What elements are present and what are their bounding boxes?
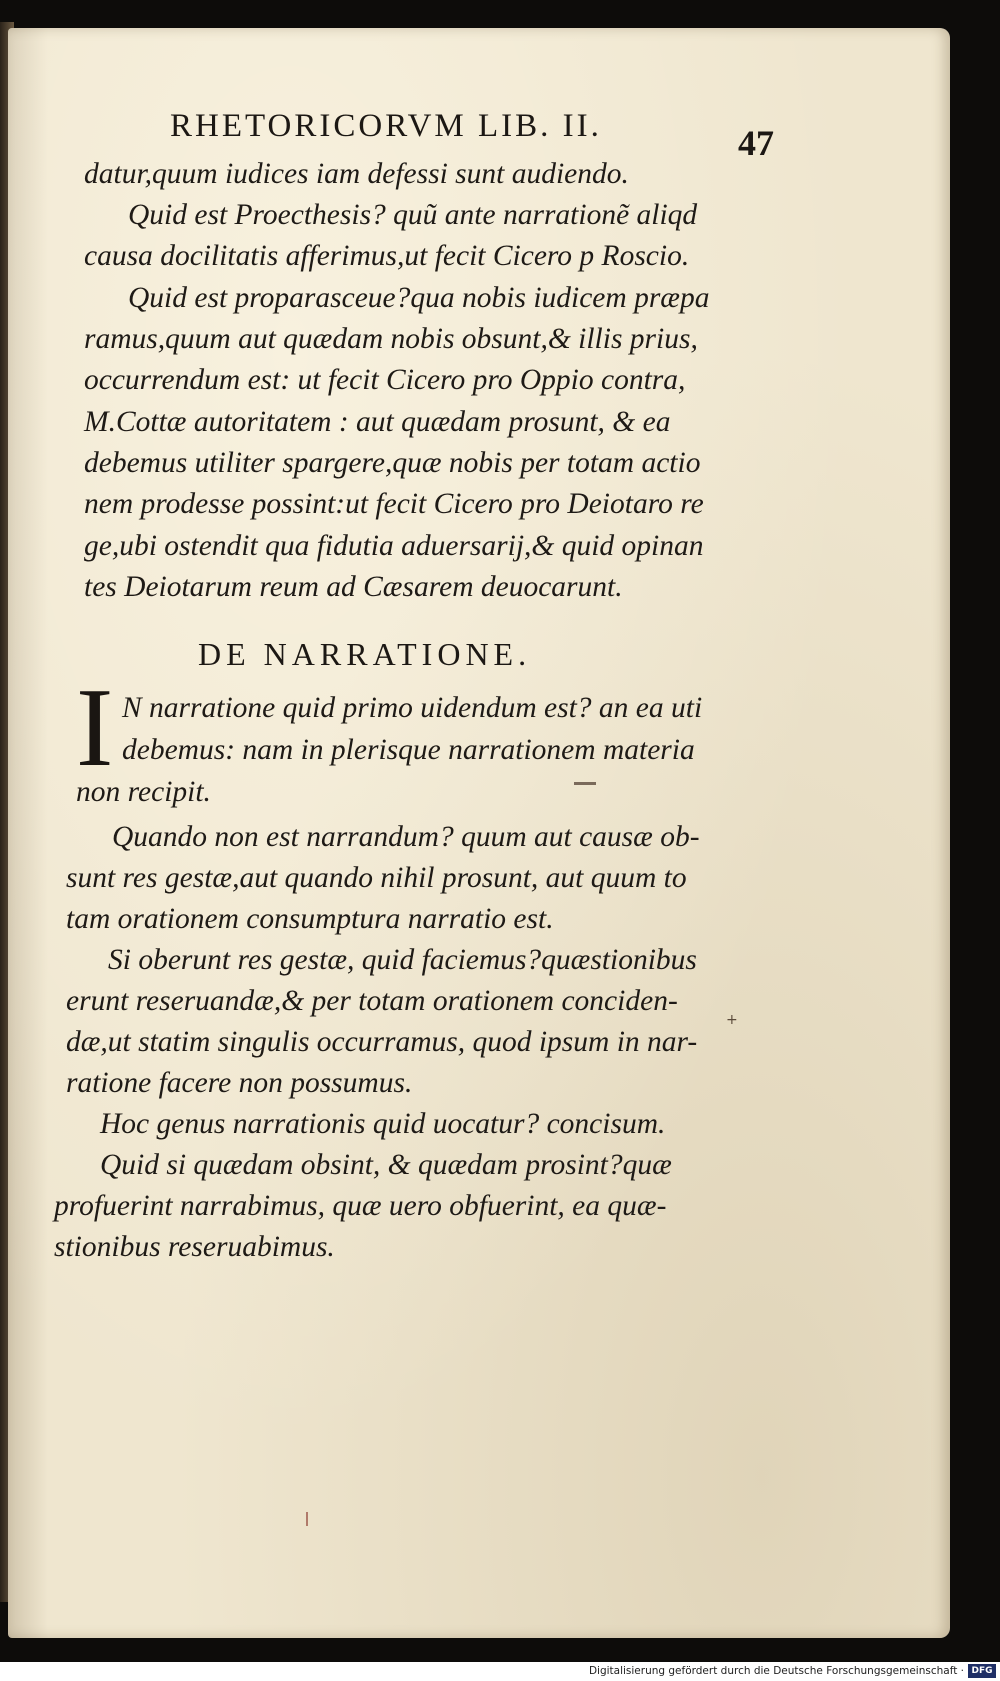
footer-credit: Digitalisierung gefördert durch die Deutsche Forschungsgemeinschaft · — [588, 1665, 964, 1677]
ink-smudge — [574, 782, 596, 785]
text-line: M.Cottæ autoritatem : aut quædam prosunt, & ea — [84, 406, 671, 438]
text-line: ge,ubi ostendit qua fidutia aduersarij,& quid opinan — [84, 530, 704, 562]
section-heading: DE NARRATIONE. — [198, 636, 532, 672]
text-line: erunt reseruandæ,& per totam orationem conciden- — [66, 985, 678, 1017]
text-line: ramus,quum aut quædam nobis obsunt,& illis prius, — [84, 323, 698, 355]
text-line: Si oberunt res gestæ, quid faciemus?quæstionibus — [108, 944, 697, 976]
text-line: nem prodesse possint:ut fecit Cicero pro Deiotaro re — [84, 488, 704, 520]
text-line: N narratione quid primo uidendum est? an ea uti — [122, 692, 703, 724]
text-line: Quid est proparasceue?qua nobis iudicem præpa — [128, 282, 710, 314]
text-line: tam orationem consumptura narratio est. — [66, 903, 554, 935]
text-line: profuerint narrabimus, quæ uero obfuerint, ea quæ- — [54, 1190, 667, 1222]
text-line: Quid si quædam obsint, & quædam prosint?quæ — [100, 1149, 672, 1181]
text-line: debemus utiliter spargere,quæ nobis per totam actio — [84, 447, 701, 479]
text-line: causa docilitatis afferimus,ut fecit Cicero p Roscio. — [84, 240, 690, 272]
text-line: stionibus reseruabimus. — [54, 1231, 335, 1263]
text-line: non recipit. — [76, 776, 211, 808]
text-line: dæ,ut statim singulis occurramus, quod ipsum in nar- — [66, 1026, 698, 1058]
page-number: 47 — [738, 123, 774, 163]
text-line: datur,quum iudices iam defessi sunt audiendo. — [84, 158, 629, 190]
text-line: tes Deiotarum reum ad Cæsarem deuocarunt. — [84, 571, 623, 603]
text-line: sunt res gestæ,aut quando nihil prosunt, aut quum to — [66, 862, 687, 894]
dfg-logo: DFG — [968, 1664, 996, 1678]
text-line: Quid est Proecthesis? quũ ante narrationẽ aliqd — [128, 199, 698, 231]
text-line: occurrendum est: ut fecit Cicero pro Oppio contra, — [84, 364, 686, 396]
drop-cap: I — [76, 666, 114, 790]
text-line: Hoc genus narrationis quid uocatur? concisum. — [100, 1108, 666, 1140]
ink-speck — [306, 1512, 308, 1526]
margin-mark-icon: + — [726, 1012, 738, 1028]
text-line: ratione facere non possumus. — [66, 1067, 413, 1099]
running-head: RHETORICORVM LIB. II. — [170, 108, 602, 144]
text-line: Quando non est narrandum? quum aut causæ ob- — [112, 821, 700, 853]
text-line: debemus: nam in plerisque narrationem materia — [122, 734, 695, 766]
